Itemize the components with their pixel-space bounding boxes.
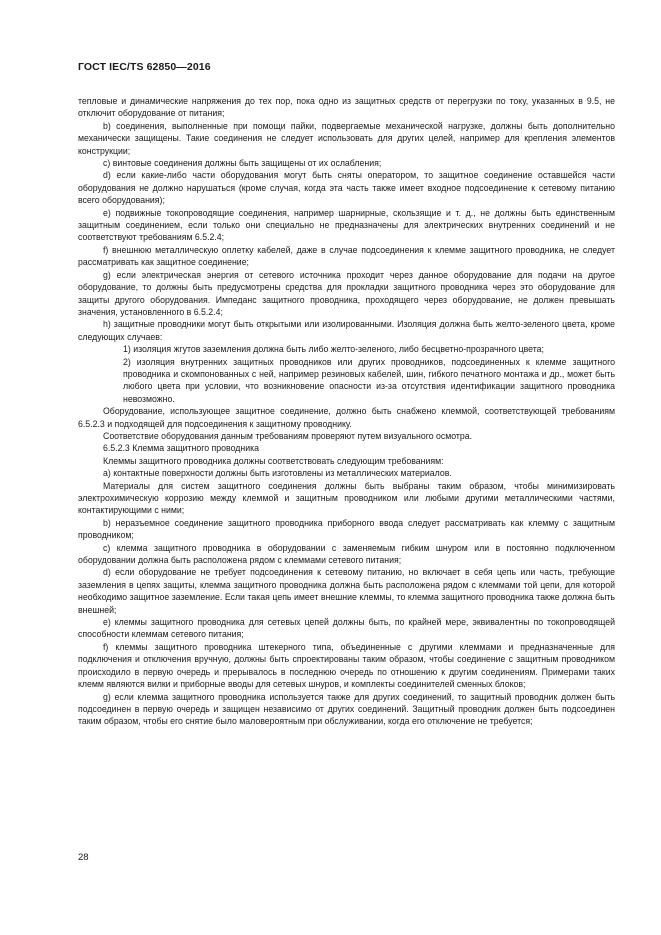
- paragraph-req-b: b) неразъемное соединение защитного проводника приборного ввода следует рассматривать как клемму с защитным проводником;: [78, 517, 615, 541]
- paragraph-item-d: d) если какие-либо части оборудования могут быть сняты оператором, то защитное соединение оставшейся части оборудования не должно нарушаться (кроме случая, когда эта часть также имеет входное подсоединение к сетевому питанию всего оборудования);: [78, 170, 615, 206]
- paragraph-req-a: a) контактные поверхности должны быть изготовлены из металлических материалов.: [103, 468, 452, 479]
- paragraph-materials: Материалы для систем защитного соединения должны быть выбраны таким образом, чтобы минимизировать электрохимическую коррозию между клеммой и защитным проводником или любыми другими металлическими частями, контактирующими с ними;: [78, 480, 615, 516]
- document-header: ГОСТ IEC/TS 62850—2016: [78, 61, 211, 73]
- paragraph-equipment: Оборудование, использующее защитное соединение, должно быть снабжено клеммой, соответствующей требованиям 6.5.2.3 и подходящей для подсоединения к защитному проводнику.: [78, 406, 615, 429]
- paragraph-item-f: f) внешнюю металлическую оплетку кабелей, даже в случае подсоединения к клемме защитного проводника, не следует рассматривать как защитное соединение;: [78, 244, 615, 268]
- page-number: 28: [78, 852, 89, 863]
- section-heading-6-5-2-3: 6.5.2.3 Клемма защитного проводника: [103, 443, 259, 454]
- paragraph-req-c: c) клемма защитного проводника в оборудовании с заменяемым гибким шнуром или в постоянно подключенном оборудовании должна быть расположена рядом с клеммами сетевого питания;: [78, 542, 615, 566]
- document-body: [78, 95, 615, 728]
- paragraph-req-e: e) клеммы защитного проводника для сетевых цепей должны быть, по крайней мере, эквивалентны по токопроводящей способности клеммам сетевого питания;: [78, 617, 615, 640]
- paragraph-item-h: h) защитные проводники могут быть открытыми или изолированными. Изоляция должна быть желто-зеленого цвета, кроме следующих случаев:: [78, 319, 615, 342]
- paragraph-item-b: b) соединения, выполненные при помощи пайки, подвергаемые механической нагрузке, должны быть дополнительно механически защищены. Такие соединения не следует использовать для других целей, например для крепления элементов конструкции;: [78, 120, 615, 156]
- paragraph-item-e: e) подвижные токопроводящие соединения, например шарнирные, скользящие и т. д., не должны быть единственным защитным соединением, если только они специально не предназначены для электрических внутренних соединений и не соответствуют требованиям 6.5.2.4;: [78, 207, 615, 243]
- paragraph-compliance: Соответствие оборудования данным требованиям проверяют путем визуального осмотра.: [103, 430, 473, 441]
- paragraph-req-d: d) если оборудование не требует подсоединения к сетевому питанию, но включает в себя цепь или часть, требующие заземления в цепях защиты, клемма защитного проводника должна быть расположена рядом с клеммами той цепи, для которой необходимо защитное заземление. Если такая цепь имеет внешние клеммы, то клемма защитного проводника также должна быть внешней;: [78, 567, 615, 615]
- paragraph-continuation: тепловые и динамические напряжения до тех пор, пока одно из защитных средств от перегрузки по току, указанных в 9.5, не отключит оборудование от питания;: [78, 96, 615, 119]
- paragraph-req-g: g) если клемма защитного проводника используется также для других соединений, то защитный проводник должен быть подсоединен в первую очередь и защищен независимо от других соединений. Защитный проводник должен быть подсоединен таким образом, чтобы его снятие было маловероятным при обслуживании, когда его отключение не требуется;: [78, 691, 615, 727]
- paragraph-item-g: g) если электрическая энергия от сетевого источника проходит через данное оборудование для подачи на другое оборудование, то должны быть предусмотрены средства для прокладки защитного проводника через это оборудование для защиты другого оборудования. Импеданс защитного проводника, проходящего через оборудование, не должен превышать значения, установленного в 6.5.2.4;: [78, 269, 615, 317]
- subparagraph-2: 2) изоляция внутренних защитных проводников или других проводников, подсоединенных к клемме защитного проводника и скомпонованных с ней, например резиновых кабелей, шин, гибкого печатного монтажа и др., может быть любого цвета при условии, что возникновение опасности из-за отсутствия идентификации защитного проводника невозможно.: [123, 356, 615, 404]
- subparagraph-1: 1) изоляция жгутов заземления должна быть либо желто-зеленого, либо бесцветно-прозрачного цвета;: [123, 344, 544, 355]
- paragraph-requirements-intro: Клеммы защитного проводника должны соответствовать следующим требованиям:: [103, 455, 444, 466]
- paragraph-item-c: c) винтовые соединения должны быть защищены от их ослабления;: [103, 158, 382, 169]
- paragraph-req-f: f) клеммы защитного проводника штекерного типа, объединенные с другими клеммами и предназначенные для подключения и отключения вручную, должны быть спроектированы таким образом, чтобы соединение с защитным проводником происходило в первую очередь и прерывалось в последнюю очередь по отношению к другим соединениям. Примерами таких клемм являются вилки и приборные вводы для сетевых шнуров, и комплекты соединителей сменных блоков;: [78, 641, 615, 690]
